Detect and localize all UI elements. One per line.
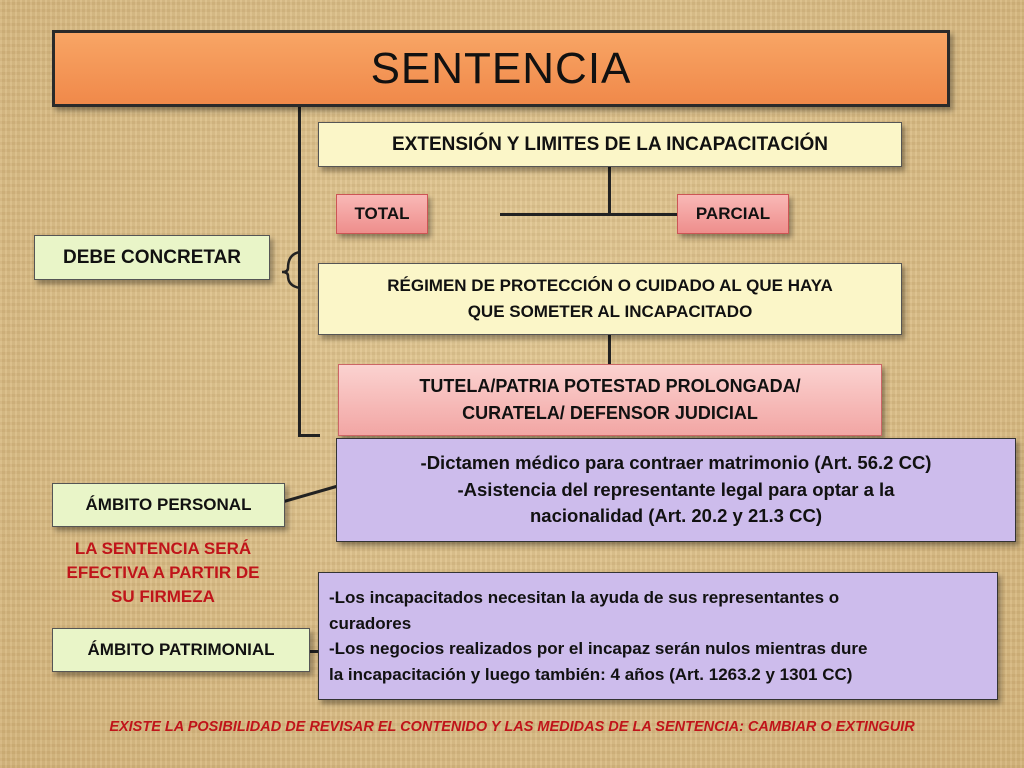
personal-line-2: -Asistencia del representante legal para optar a la (457, 478, 895, 500)
regimen-line-2: QUE SOMETER AL INCAPACITADO (467, 302, 753, 321)
patrimonial-details-box (318, 572, 998, 700)
debe-concretar-text: DEBE CONCRETAR (62, 246, 242, 268)
footer-note (0, 719, 1024, 735)
ambito-personal-box (52, 483, 285, 527)
efectiva-line-2: EFECTIVA A PARTIR DE (66, 562, 260, 582)
total-box (336, 194, 428, 234)
extension-text: EXTENSIÓN Y LIMITES DE LA INCAPACITACIÓN (392, 133, 828, 155)
tutela-box (338, 364, 882, 436)
patrimonial-line-4: la incapacitación y luego también: 4 años (Art. 1263.2 y 1301 CC) (329, 664, 853, 684)
parcial-box (677, 194, 789, 234)
personal-connector (282, 480, 342, 510)
personal-details-box (336, 438, 1016, 542)
total-text: TOTAL (354, 204, 410, 223)
title-text: SENTENCIA (370, 43, 632, 93)
regimen-down-line (608, 335, 611, 365)
footer-text: EXISTE LA POSIBILIDAD DE REVISAR EL CONTENIDO Y LAS MEDIDAS DE LA SENTENCIA: CAMBIAR O EXTINGUIR (109, 719, 915, 735)
ambito-patrimonial-box (52, 628, 310, 672)
tutela-line-1: TUTELA/PATRIA POTESTAD PROLONGADA/ (419, 376, 801, 396)
regimen-box (318, 263, 902, 335)
bracket-top (298, 434, 320, 437)
ambito-personal-text: ÁMBITO PERSONAL (85, 495, 252, 514)
debe-concretar-box (34, 235, 270, 280)
ambito-patrimonial-text: ÁMBITO PATRIMONIAL (87, 640, 275, 659)
efectiva-line-3: SU FIRMEZA (111, 586, 215, 606)
efectiva-note (30, 537, 296, 608)
efectiva-line-1: LA SENTENCIA SERÁ (74, 539, 252, 558)
patrimonial-line-2: curadores (329, 613, 412, 633)
tutela-line-2: CURATELA/ DEFENSOR JUDICIAL (462, 403, 758, 423)
bracket-brace (280, 250, 304, 290)
extension-down-line (608, 167, 611, 215)
patrimonial-line-1: -Los incapacitados necesitan la ayuda de sus representantes o (329, 588, 840, 607)
patrimonial-line-3: -Los negocios realizados por el incapaz serán nulos mientras dure (329, 639, 868, 658)
parcial-text: PARCIAL (695, 204, 771, 223)
personal-line-1: -Dictamen médico para contraer matrimonio (Art. 56.2 CC) (420, 451, 932, 473)
total-parcial-line (500, 213, 680, 216)
page-title (52, 30, 950, 107)
personal-line-3: nacionalidad (Art. 20.2 y 21.3 CC) (530, 505, 822, 527)
extension-box (318, 122, 902, 167)
regimen-line-1: RÉGIMEN DE PROTECCIÓN O CUIDADO AL QUE HAYA (387, 275, 833, 295)
